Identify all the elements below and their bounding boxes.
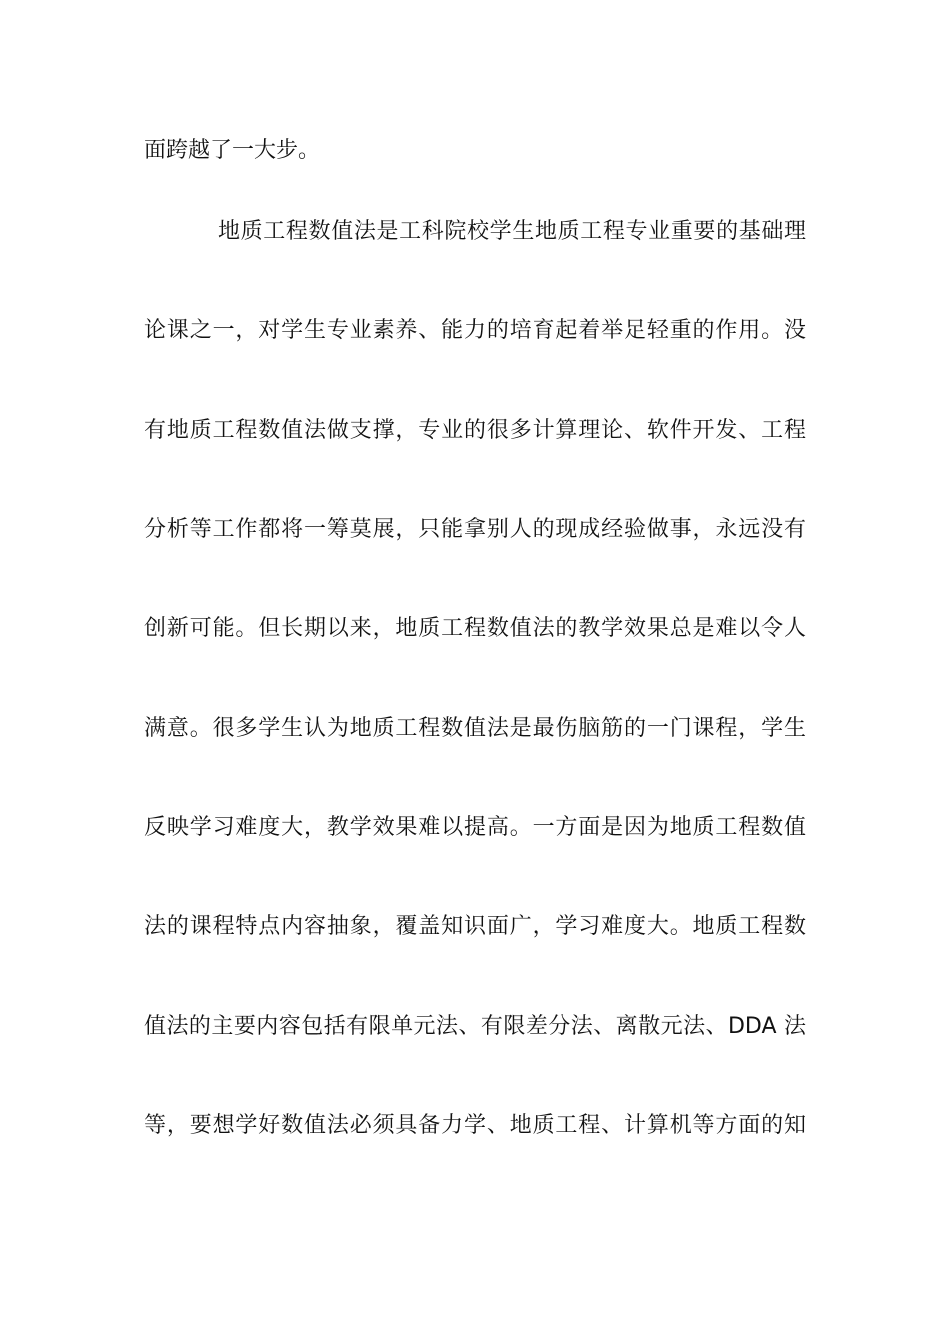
text-line: 等，要想学好数值法必须具备力学、地质工程、计算机等方面的知	[144, 1113, 806, 1138]
text-line: 分析等工作都将一筹莫展，只能拿别人的现成经验做事，永远没有	[144, 517, 806, 542]
text-line: 创新可能。但长期以来，地质工程数值法的教学效果总是难以令人	[144, 616, 806, 641]
text-line: 值法的主要内容包括有限单元法、有限差分法、离散元法、DDA 法	[144, 1014, 806, 1039]
text-line: 论课之一，对学生专业素养、能力的培育起着举足轻重的作用。没	[144, 318, 806, 343]
text-line: 有地质工程数值法做支撑，专业的很多计算理论、软件开发、工程	[144, 418, 806, 443]
text-line: 面跨越了一大步。	[144, 138, 321, 163]
text-line: 满意。很多学生认为地质工程数值法是最伤脑筋的一门课程，学生	[144, 716, 806, 741]
text-line: 法的课程特点内容抽象，覆盖知识面广，学习难度大。地质工程数	[144, 914, 806, 939]
text-line: 反映学习难度大，教学效果难以提高。一方面是因为地质工程数值	[144, 815, 806, 840]
paragraph-first-line: 地质工程数值法是工科院校学生地质工程专业重要的基础理	[218, 219, 806, 244]
